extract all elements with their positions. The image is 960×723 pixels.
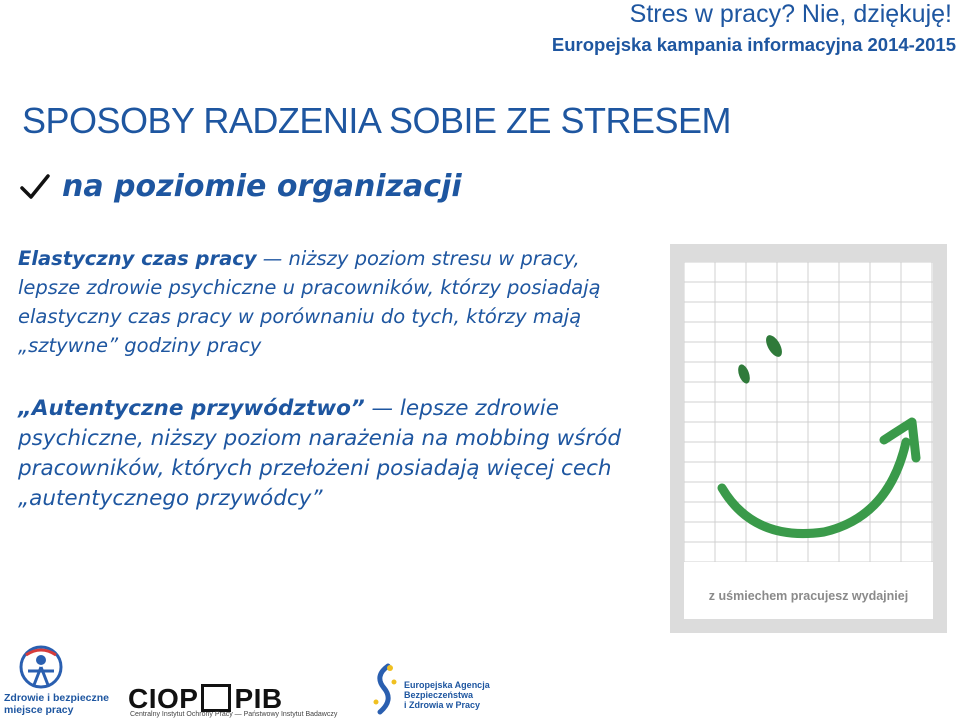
eye-right-icon — [763, 333, 785, 360]
paragraph-flexible-time — [18, 244, 638, 360]
campaign-name: Europejska kampania informacyjna 2014-2015 — [551, 34, 956, 55]
healthy-workplace-line1: Zdrowie i bezpieczne — [4, 692, 110, 704]
eu-osha-line2: Bezpieczeństwa — [404, 690, 474, 700]
campaign-slogan: Stres w pracy? Nie, dziękuję! — [629, 0, 952, 28]
ciop-emblem-icon — [201, 684, 231, 712]
eu-osha-line1: Europejska Agencja — [404, 680, 490, 690]
slide-title: SPOSOBY RADZENIA SOBIE ZE STRESEM — [22, 100, 732, 141]
para2-dash: — — [364, 396, 400, 421]
ciop-right-text: PIB — [234, 683, 283, 714]
poster-sheet — [684, 262, 933, 619]
para1-dash: — — [256, 247, 289, 270]
healthy-workplace-label — [4, 692, 109, 716]
para1-text: niższy poziom stresu w pracy, lepsze zdrowie psychiczne u pracowników, którzy posiadają elastyczny czas pracy w porównaniu do tych, którzy mają „sztywne” godziny pracy — [18, 247, 601, 357]
para1-heading: Elastyczny czas pracy — [18, 247, 257, 270]
ciop-left-text: CIOP — [128, 683, 199, 714]
smile-curve-icon — [722, 442, 906, 534]
ciop-subtitle: Centralny Instytut Ochrony Pracy — Państwowy Instytut Badawczy — [130, 711, 338, 718]
para2-heading: „Autentyczne przywództwo” — [18, 396, 365, 421]
checkmark-icon — [18, 170, 52, 204]
grid-paper — [684, 262, 933, 562]
poster-caption: z uśmiechem pracujesz wydajniej — [708, 589, 909, 603]
eu-osha-label — [404, 680, 490, 710]
paragraph-authentic-leadership — [18, 394, 668, 514]
para2-text: lepsze zdrowie psychiczne, niższy poziom narażenia na mobbing wśród pracowników, których przełożeni posiadają więcej cech „autentycznego przywódcy” — [18, 396, 622, 511]
slide-subtitle: na poziomie organizacji — [62, 169, 462, 204]
subtitle-row — [18, 169, 462, 204]
eu-osha-line3: i Zdrowia w Pracy — [404, 700, 481, 710]
smile-poster-image — [670, 244, 947, 633]
eu-osha-logo-icon — [370, 662, 400, 722]
healthy-workplace-line2: miejsce pracy — [4, 704, 74, 716]
